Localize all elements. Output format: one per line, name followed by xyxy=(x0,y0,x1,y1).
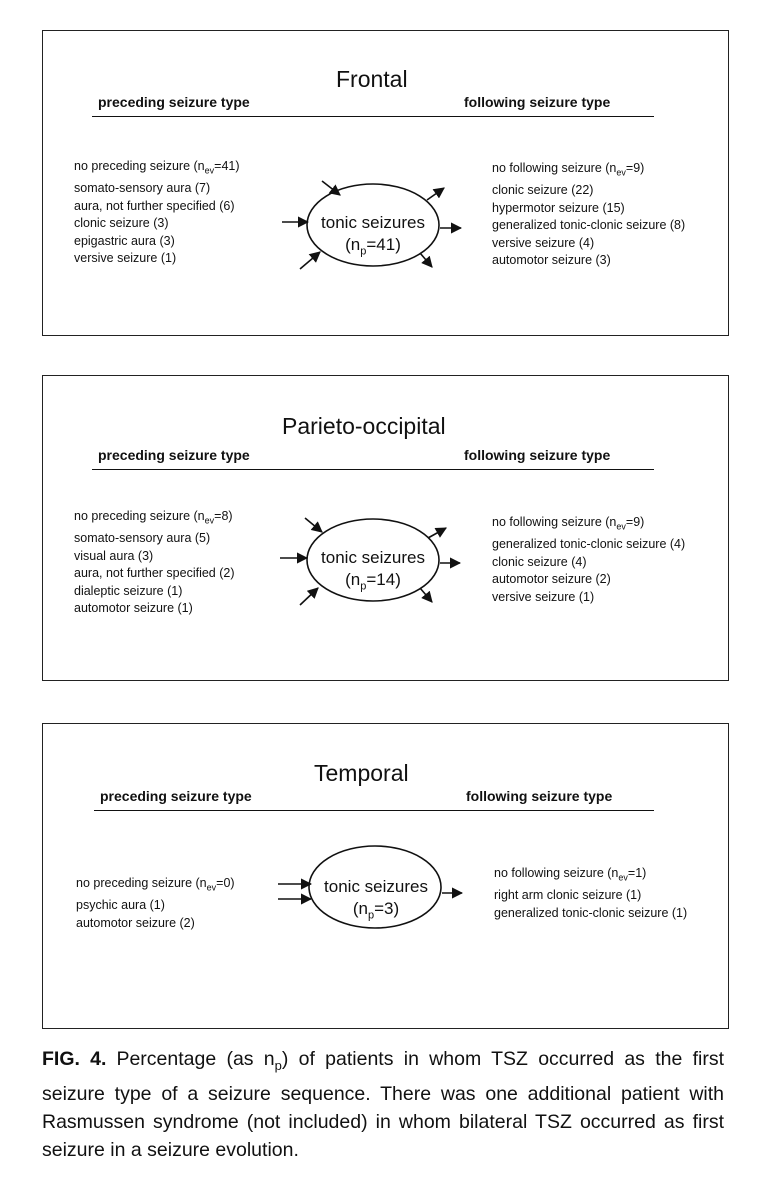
panel-title-parieto-occipital: Parieto-occipital xyxy=(282,413,446,439)
tonic-seizure-ellipse-parieto-occipital xyxy=(307,519,439,601)
preceding-header-parieto-occipital: preceding seizure type xyxy=(98,447,250,463)
tonic-seizure-ellipse-frontal xyxy=(307,184,439,266)
panel-title-frontal: Frontal xyxy=(336,66,408,92)
list-item: versive seizure (1) xyxy=(74,251,177,265)
list-item: generalized tonic-clonic seizure (8) xyxy=(492,218,686,232)
following-header-frontal: following seizure type xyxy=(464,94,611,110)
panel-title-temporal: Temporal xyxy=(314,760,409,786)
list-item: aura, not further specified (6) xyxy=(74,198,235,213)
list-item: no following seizure $(n_{ev}=1)$ xyxy=(494,866,647,883)
list-item: no following seizure $(n_{ev}=9)$ xyxy=(492,515,645,532)
list-item: hypermotor seizure (15) xyxy=(492,200,625,215)
list-item: automotor seizure (2) xyxy=(76,915,195,930)
tonic-seizure-ellipse-temporal xyxy=(309,846,441,928)
center-label-parieto-occipital: tonic seizures $(n_p=14)$ xyxy=(321,548,425,593)
list-item: versive seizure (1) xyxy=(492,589,595,604)
list-item: generalized tonic-clonic seizure (4) xyxy=(492,537,686,551)
figure-caption: FIG. 4. Percentage (as $n_p$) of patients in whom TSZ occurred as the first seizure type of a seizure sequence. There was one additional patient with Rasmussen syndrome (not included) in whom bilateral TSZ occurred as first seizure in a seizure evolution. xyxy=(42,1048,724,1161)
arrow-out-lower-parieto-occipital xyxy=(420,588,432,602)
list-item: automotor seizure (2) xyxy=(492,572,611,586)
list-item: somato-sensory aura (7) xyxy=(74,181,211,195)
list-item: aura, not further specified (2) xyxy=(74,566,235,580)
list-item: somato-sensory aura (5) xyxy=(74,531,211,545)
list-item: psychic aura (1) xyxy=(76,898,165,912)
preceding-header-frontal: preceding seizure type xyxy=(98,94,250,110)
list-item: no preceding seizure $(n_{ev}=41)$ xyxy=(74,159,240,176)
arrow-out-upper-frontal xyxy=(427,188,444,200)
list-item: epigastric aura (3) xyxy=(74,233,175,248)
arrow-out-upper-parieto-occipital xyxy=(428,528,446,538)
center-label-temporal: tonic seizures $(n_p=3)$ xyxy=(324,877,428,922)
list-item: no following seizure $(n_{ev}=9)$ xyxy=(492,161,645,178)
list-item: automotor seizure (3) xyxy=(492,253,611,267)
list-item: dialeptic seizure (1) xyxy=(74,583,183,598)
arrow-in-lower-frontal xyxy=(300,252,320,269)
figure-label: FIG. 4. xyxy=(42,1048,107,1070)
preceding-header-temporal: preceding seizure type xyxy=(100,788,252,804)
center-label-frontal: tonic seizures $(n_p=41)$ xyxy=(321,213,425,258)
arrow-in-upper-parieto-occipital xyxy=(305,518,322,532)
following-header-temporal: following seizure type xyxy=(466,788,613,804)
list-item: no preceding seizure $(n_{ev}=0)$ xyxy=(76,876,235,893)
list-item: generalized tonic-clonic seizure (1) xyxy=(494,905,688,920)
list-item: right arm clonic seizure (1) xyxy=(494,888,642,902)
list-item: versive seizure (4) xyxy=(492,235,595,250)
following-header-parieto-occipital: following seizure type xyxy=(464,447,611,463)
list-item: clonic seizure (3) xyxy=(74,216,169,230)
list-item: clonic seizure (22) xyxy=(492,183,594,197)
list-item: clonic seizure (4) xyxy=(492,554,587,569)
arrow-in-lower-parieto-occipital xyxy=(300,588,318,605)
list-item: no preceding seizure $(n_{ev}=8)$ xyxy=(74,509,233,526)
list-item: visual aura (3) xyxy=(74,548,154,563)
list-item: automotor seizure (1) xyxy=(74,601,193,615)
arrow-out-lower-frontal xyxy=(420,253,432,267)
